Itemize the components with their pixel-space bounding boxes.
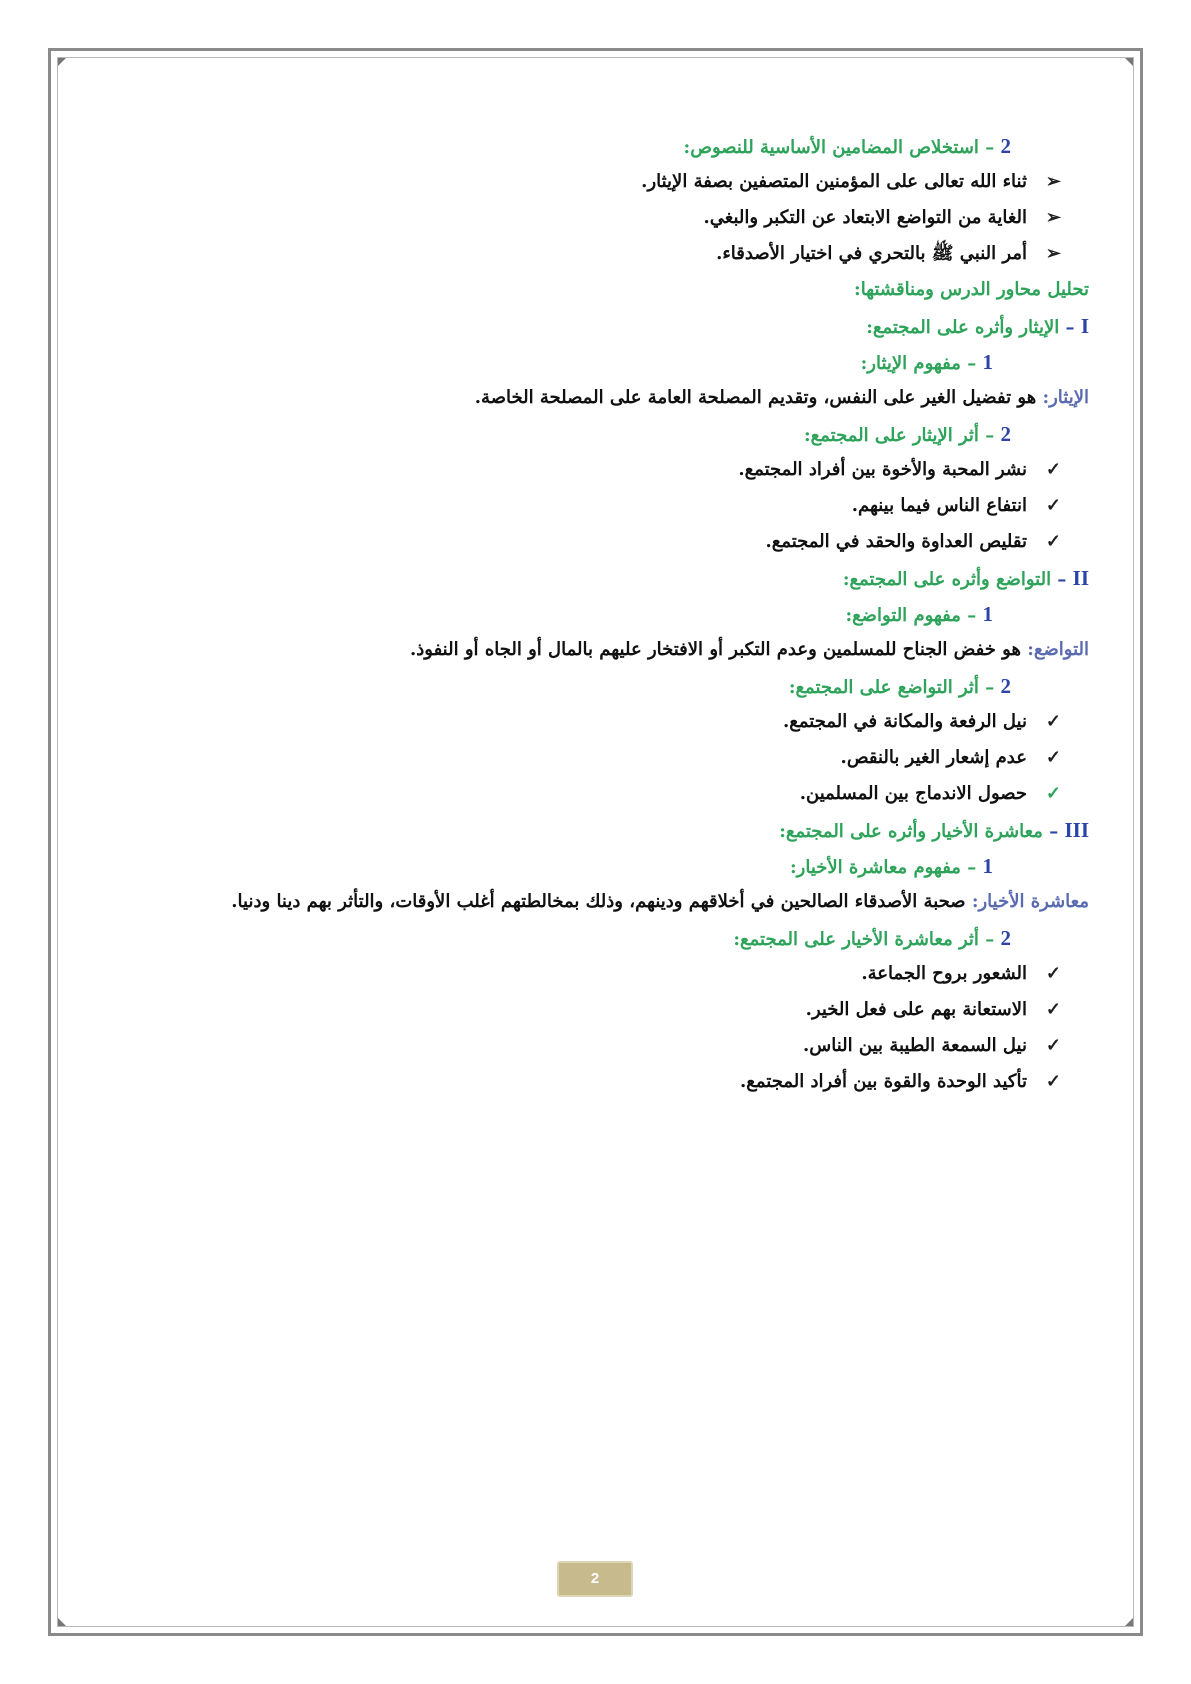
check-bullet-icon: ✓ xyxy=(1045,747,1061,768)
frame-corner-ornament xyxy=(58,1618,66,1626)
part-dash: – xyxy=(1049,821,1059,842)
subsection-title: مفهوم الإيثار: xyxy=(860,353,961,374)
check-bullet-icon: ✓ xyxy=(1045,1071,1061,1092)
list-item-text: الغاية من التواضع الابتعاد عن التكبر والبغي. xyxy=(703,207,1027,228)
list-item xyxy=(129,524,1089,560)
check-bullet-icon: ✓ xyxy=(1045,531,1061,552)
list-item xyxy=(129,740,1089,776)
definition-text: صحبة الأصدقاء الصالحين في أخلاقهم ودينهم، وذلك بمخالطتهم أغلب الأوقات، والتأثر بهم دينا ودنيا. xyxy=(231,891,966,912)
list-item-text: الشعور بروح الجماعة. xyxy=(861,963,1027,984)
subsection-dash: – xyxy=(967,857,977,878)
check-bullet-icon: ✓ xyxy=(1045,459,1061,480)
arrow-bullet-icon: ➢ xyxy=(1045,243,1061,264)
list-item-text: حصول الاندماج بين المسلمين. xyxy=(799,783,1027,804)
part-heading xyxy=(129,560,1089,596)
list-item-text: الاستعانة بهم على فعل الخير. xyxy=(805,999,1027,1020)
list-item xyxy=(129,164,1089,200)
frame-corner-ornament xyxy=(1125,58,1133,66)
analysis-heading xyxy=(129,272,1089,308)
subsection-title: مفهوم التواضع: xyxy=(845,605,961,626)
subsection-number: 1 xyxy=(982,854,993,878)
subsection-heading xyxy=(129,596,1089,632)
frame-corner-ornament xyxy=(1125,1618,1133,1626)
arrow-bullet-icon: ➢ xyxy=(1045,207,1061,228)
list-item-text: أمر النبي ﷺ بالتحري في اختيار الأصدقاء. xyxy=(716,243,1027,264)
subsection-heading xyxy=(129,416,1089,452)
section-number: 2 xyxy=(1000,134,1011,158)
part-dash: – xyxy=(1057,569,1067,590)
subsection-title: أثر التواضع على المجتمع: xyxy=(788,677,979,698)
check-bullet-icon: ✓ xyxy=(1045,783,1061,804)
list-item xyxy=(129,200,1089,236)
subsection-dash: – xyxy=(967,605,977,626)
definition xyxy=(129,632,1089,668)
document-body xyxy=(129,128,1089,1100)
analysis-title: تحليل محاور الدرس ومناقشتها: xyxy=(854,279,1089,300)
definition-text: هو خفض الجناح للمسلمين وعدم التكبر أو الافتخار عليهم بالمال أو الجاه أو النفوذ. xyxy=(409,639,1021,660)
section-title: استخلاص المضامين الأساسية للنصوص: xyxy=(683,137,979,158)
check-bullet-icon: ✓ xyxy=(1045,963,1061,984)
list-item xyxy=(129,956,1089,992)
definition-term: التواضع: xyxy=(1027,639,1089,660)
list-item xyxy=(129,704,1089,740)
subsection-number: 1 xyxy=(982,602,993,626)
part-heading xyxy=(129,308,1089,344)
list-item-text: ثناء الله تعالى على المؤمنين المتصفين بصفة الإيثار. xyxy=(641,171,1027,192)
part-numeral: III xyxy=(1064,818,1089,842)
subsection-number: 1 xyxy=(982,350,993,374)
subsection-title: أثر معاشرة الأخيار على المجتمع: xyxy=(733,929,979,950)
list-item xyxy=(129,776,1089,812)
subsection-dash: – xyxy=(985,929,995,950)
subsection-dash: – xyxy=(985,425,995,446)
definition-text: هو تفضيل الغير على النفس، وتقديم المصلحة العامة على المصلحة الخاصة. xyxy=(474,387,1037,408)
list-item xyxy=(129,236,1089,272)
list-item-text: عدم إشعار الغير بالنقص. xyxy=(840,747,1027,768)
list-item-text: نيل الرفعة والمكانة في المجتمع. xyxy=(783,711,1027,732)
subsection-title: مفهوم معاشرة الأخيار: xyxy=(790,857,961,878)
list-item xyxy=(129,1028,1089,1064)
list-item xyxy=(129,992,1089,1028)
subsection-heading xyxy=(129,344,1089,380)
page-number-badge: 2 xyxy=(557,1561,633,1597)
list-item-text: تأكيد الوحدة والقوة بين أفراد المجتمع. xyxy=(740,1071,1027,1092)
check-bullet-icon: ✓ xyxy=(1045,711,1061,732)
subsection-heading xyxy=(129,668,1089,704)
list-item-text: انتفاع الناس فيما بينهم. xyxy=(851,495,1027,516)
list-item-text: نيل السمعة الطيبة بين الناس. xyxy=(803,1035,1027,1056)
part-numeral: I xyxy=(1080,314,1089,338)
definition-term: الإيثار: xyxy=(1042,387,1089,408)
check-bullet-icon: ✓ xyxy=(1045,495,1061,516)
definition-term: معاشرة الأخيار: xyxy=(971,891,1089,912)
definition xyxy=(129,380,1089,416)
list-item xyxy=(129,452,1089,488)
part-dash: – xyxy=(1065,317,1075,338)
subsection-dash: – xyxy=(967,353,977,374)
list-item-text: تقليص العداوة والحقد في المجتمع. xyxy=(765,531,1027,552)
part-title: معاشرة الأخيار وأثره على المجتمع: xyxy=(779,821,1043,842)
definition xyxy=(129,884,1089,920)
subsection-number: 2 xyxy=(1000,422,1011,446)
subsection-number: 2 xyxy=(1000,674,1011,698)
check-bullet-icon: ✓ xyxy=(1045,1035,1061,1056)
section-dash: – xyxy=(985,137,995,158)
list-item xyxy=(129,1064,1089,1100)
part-heading xyxy=(129,812,1089,848)
frame-corner-ornament xyxy=(58,58,66,66)
subsection-title: أثر الإيثار على المجتمع: xyxy=(804,425,979,446)
subsection-heading xyxy=(129,920,1089,956)
check-bullet-icon: ✓ xyxy=(1045,999,1061,1020)
part-title: التواضع وأثره على المجتمع: xyxy=(842,569,1052,590)
part-title: الإيثار وأثره على المجتمع: xyxy=(866,317,1060,338)
section-heading xyxy=(129,128,1089,164)
list-item xyxy=(129,488,1089,524)
arrow-bullet-icon: ➢ xyxy=(1045,171,1061,192)
list-item-text: نشر المحبة والأخوة بين أفراد المجتمع. xyxy=(738,459,1027,480)
subsection-number: 2 xyxy=(1000,926,1011,950)
part-numeral: II xyxy=(1072,566,1089,590)
subsection-heading xyxy=(129,848,1089,884)
subsection-dash: – xyxy=(985,677,995,698)
